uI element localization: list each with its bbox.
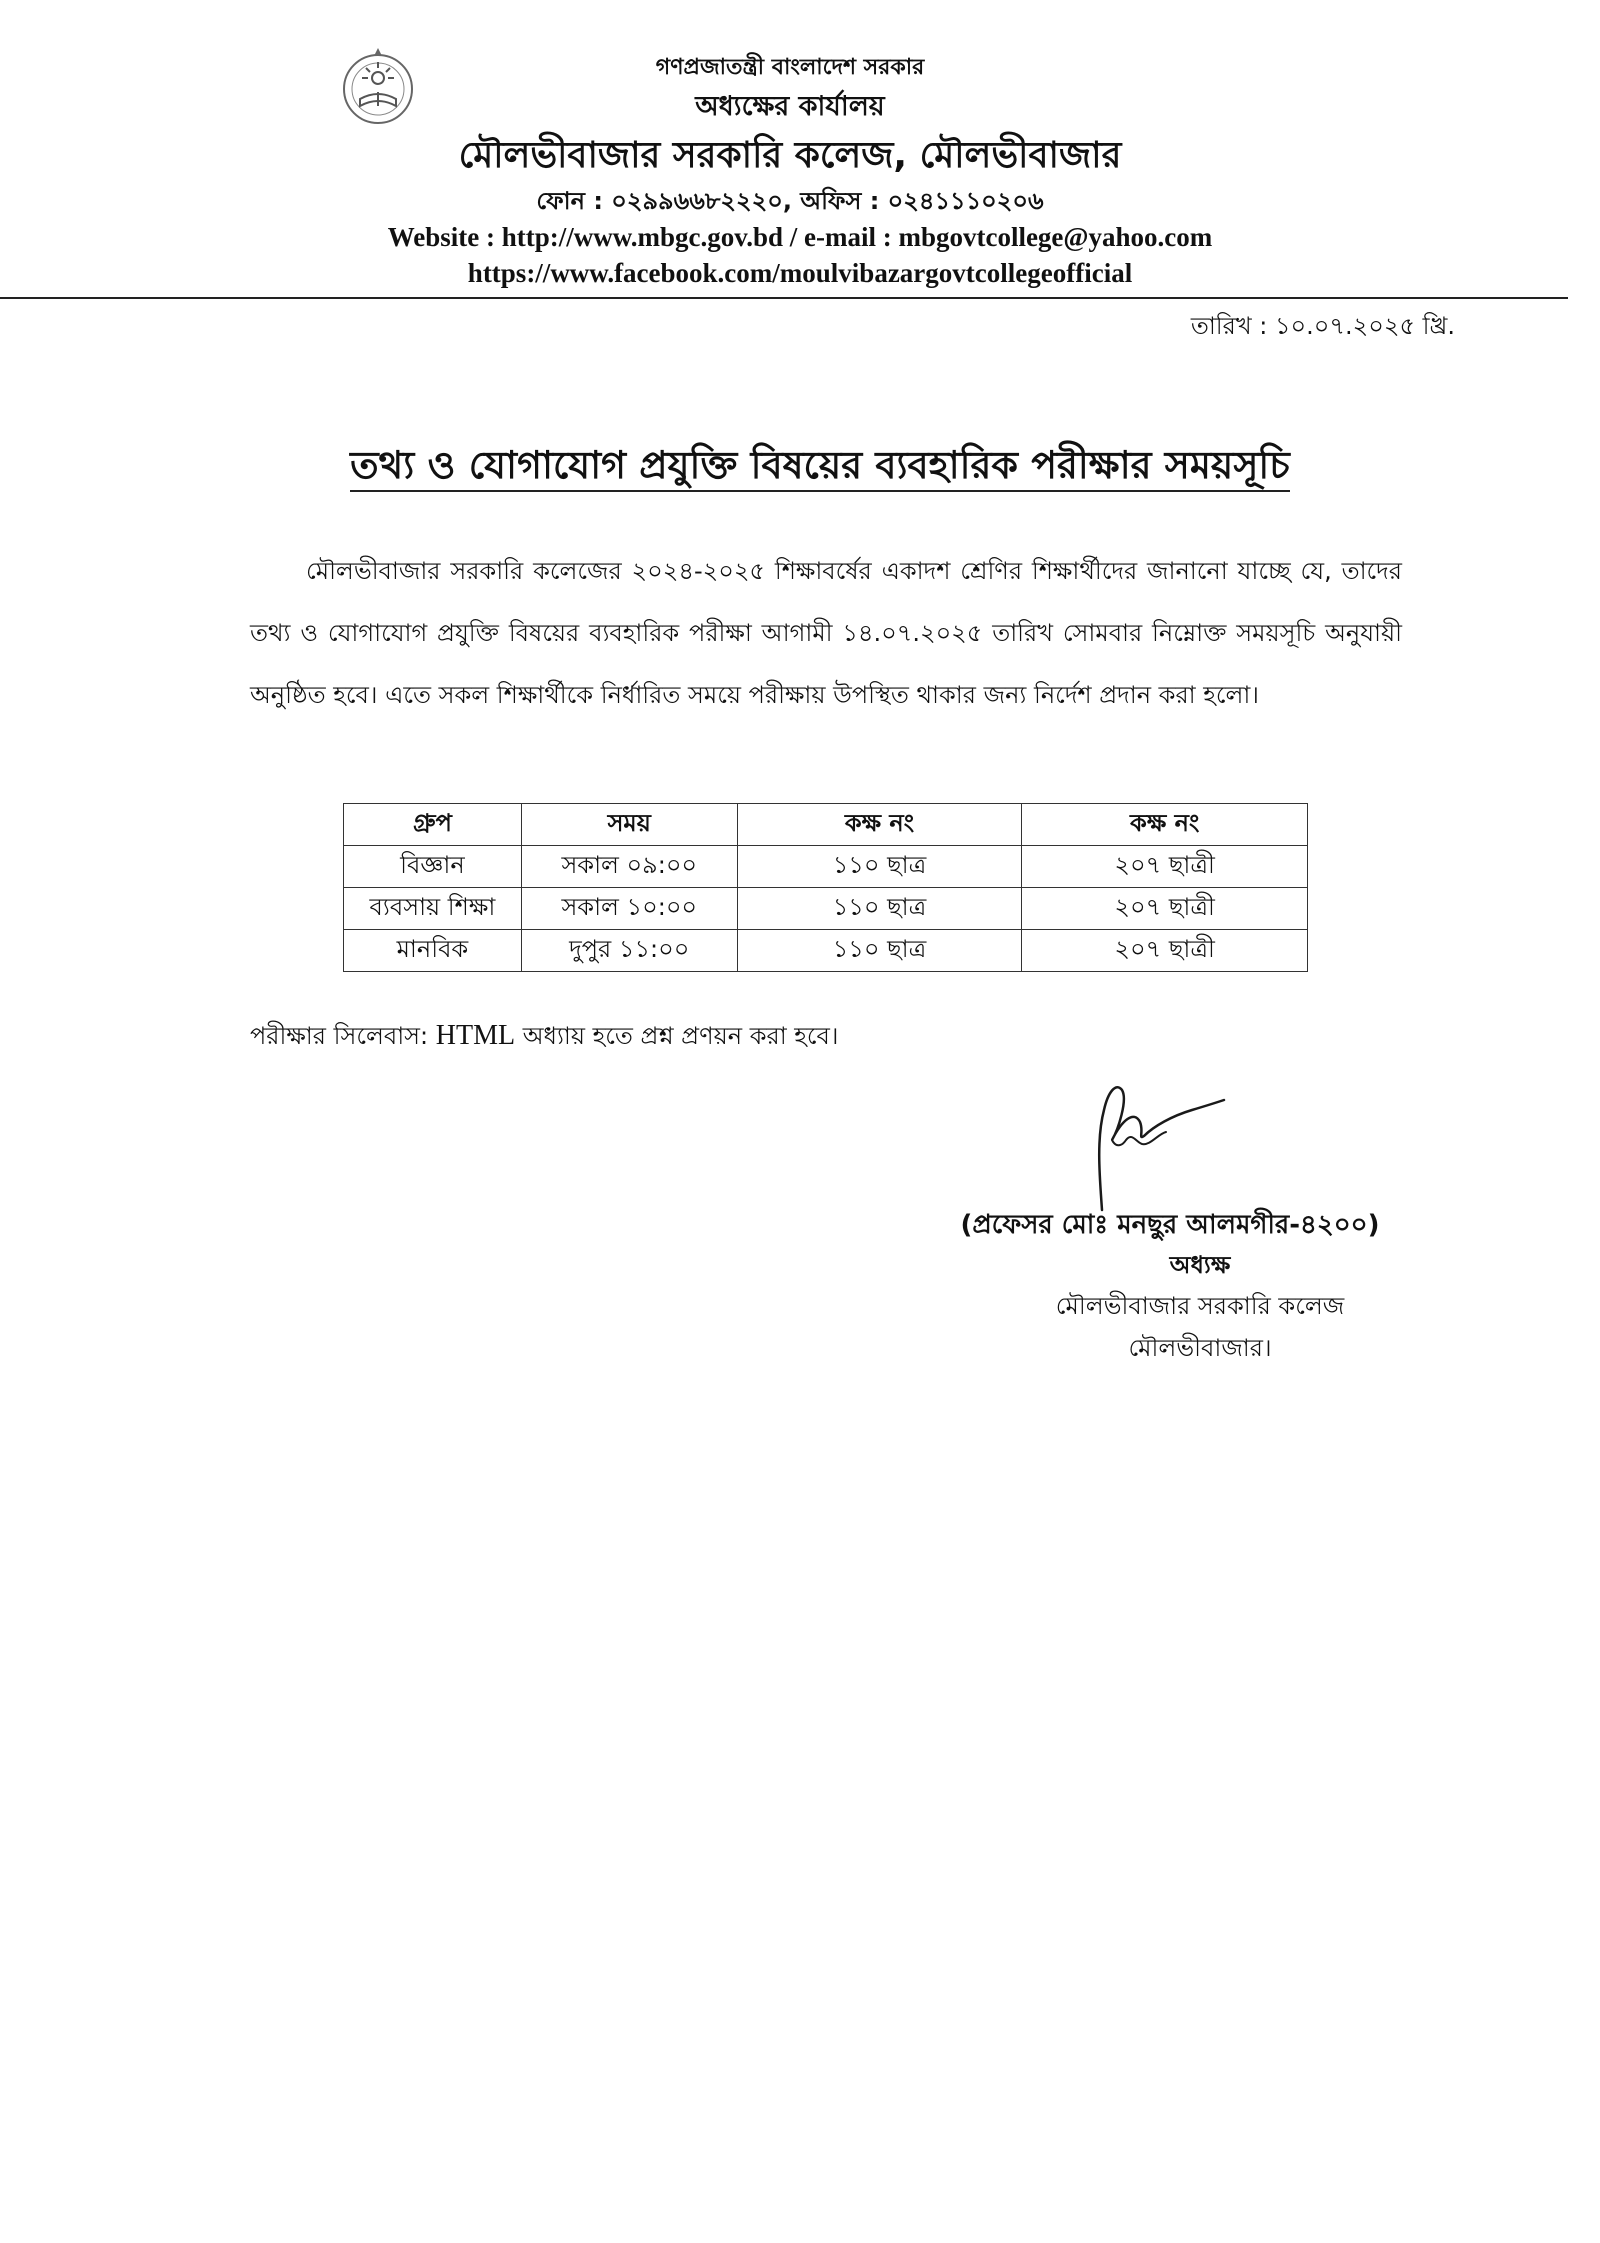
header-divider	[0, 297, 1568, 299]
syllabus-suffix: অধ্যায় হতে প্রশ্ন প্রণয়ন করা হবে।	[522, 1022, 839, 1050]
cell-group: ব্যবসায় শিক্ষা	[344, 888, 522, 930]
table-row	[344, 930, 1308, 972]
table-header-row	[344, 804, 1308, 846]
table-row	[344, 846, 1308, 888]
notice-body: মৌলভীবাজার সরকারি কলেজের ২০২৪-২০২৫ শিক্ষাবর্ষের একাদশ শ্রেণির শিক্ষার্থীদের জানানো যাচ্ছে যে, তাদের তথ্য ও যোগাযোগ প্রযুক্তি বিষয়ের ব্যবহারিক পরীক্ষা আগামী ১৪.০৭.২০২৫ তারিখ সোমবার নিম্নোক্ত সময়সূচি অনুযায়ী অনুষ্ঠিত হবে। এতে সকল শিক্ষার্থীকে নির্ধারিত সময়ে পরীক্ষায় উপস্থিত থাকার জন্য নির্দেশ প্রদান করা হলো।	[250, 557, 1402, 709]
header-group: গ্রুপ	[344, 804, 522, 846]
syllabus-prefix: পরীক্ষার সিলেবাস:	[250, 1022, 429, 1050]
signature-icon	[1082, 1070, 1242, 1220]
cell-group: মানবিক	[344, 930, 522, 972]
document-date: তারিখ : ১০.০৭.২০২৫ খ্রি.	[1190, 312, 1455, 340]
college-seal-icon	[338, 44, 418, 130]
table-row	[344, 888, 1308, 930]
syllabus-note	[250, 1018, 838, 1058]
cell-time: সকাল ১০:০০	[521, 888, 737, 930]
government-name: গণপ্রজাতন্ত্রী বাংলাদেশ সরকার	[655, 55, 925, 80]
cell-time: সকাল ০৯:০০	[521, 846, 737, 888]
college-name: মৌলভীবাজার সরকারি কলেজ, মৌলভীবাজার	[458, 135, 1122, 176]
notice-title-text: তথ্য ও যোগাযোগ প্রযুক্তি বিষয়ের ব্যবহারিক পরীক্ষার সময়সূচি	[350, 443, 1290, 492]
cell-room-female: ২০৭ ছাত্রী	[1022, 846, 1308, 888]
schedule-table	[343, 803, 1308, 972]
signatory-place: মৌলভীবাজার।	[1128, 1334, 1272, 1362]
facebook-link: https://www.facebook.com/moulvibazargovtcollegeofficial	[467, 258, 1133, 288]
signatory-block	[880, 1205, 1460, 1369]
header-room-female: কক্ষ নং	[1022, 804, 1308, 846]
header-time: সময়	[521, 804, 737, 846]
notice-title	[300, 436, 1340, 500]
cell-room-male: ১১০ ছাত্র	[737, 930, 1022, 972]
cell-group: বিজ্ঞান	[344, 846, 522, 888]
cell-room-male: ১১০ ছাত্র	[737, 846, 1022, 888]
header-room-male: কক্ষ নং	[737, 804, 1022, 846]
website-email: Website : http://www.mbgc.gov.bd / e-mail : mbgovtcollege@yahoo.com	[387, 222, 1213, 252]
cell-room-female: ২০৭ ছাত্রী	[1022, 888, 1308, 930]
signatory-org: মৌলভীবাজার সরকারি কলেজ	[1055, 1292, 1345, 1320]
signatory-name: (প্রফেসর মোঃ মনছুর আলমগীর-৪২০০)	[960, 1210, 1380, 1240]
syllabus-chapter: HTML	[435, 1020, 516, 1051]
signatory-title: অধ্যক্ষ	[1169, 1251, 1231, 1279]
phone-numbers: ফোন : ০২৯৯৬৬৮২২২০, অফিস : ০২৪১১১০২০৬	[536, 187, 1044, 215]
cell-time: দুপুর ১১:০০	[521, 930, 737, 972]
cell-room-female: ২০৭ ছাত্রী	[1022, 930, 1308, 972]
office-name: অধ্যক্ষের কার্যালয়	[695, 91, 885, 122]
cell-room-male: ১১০ ছাত্র	[737, 888, 1022, 930]
